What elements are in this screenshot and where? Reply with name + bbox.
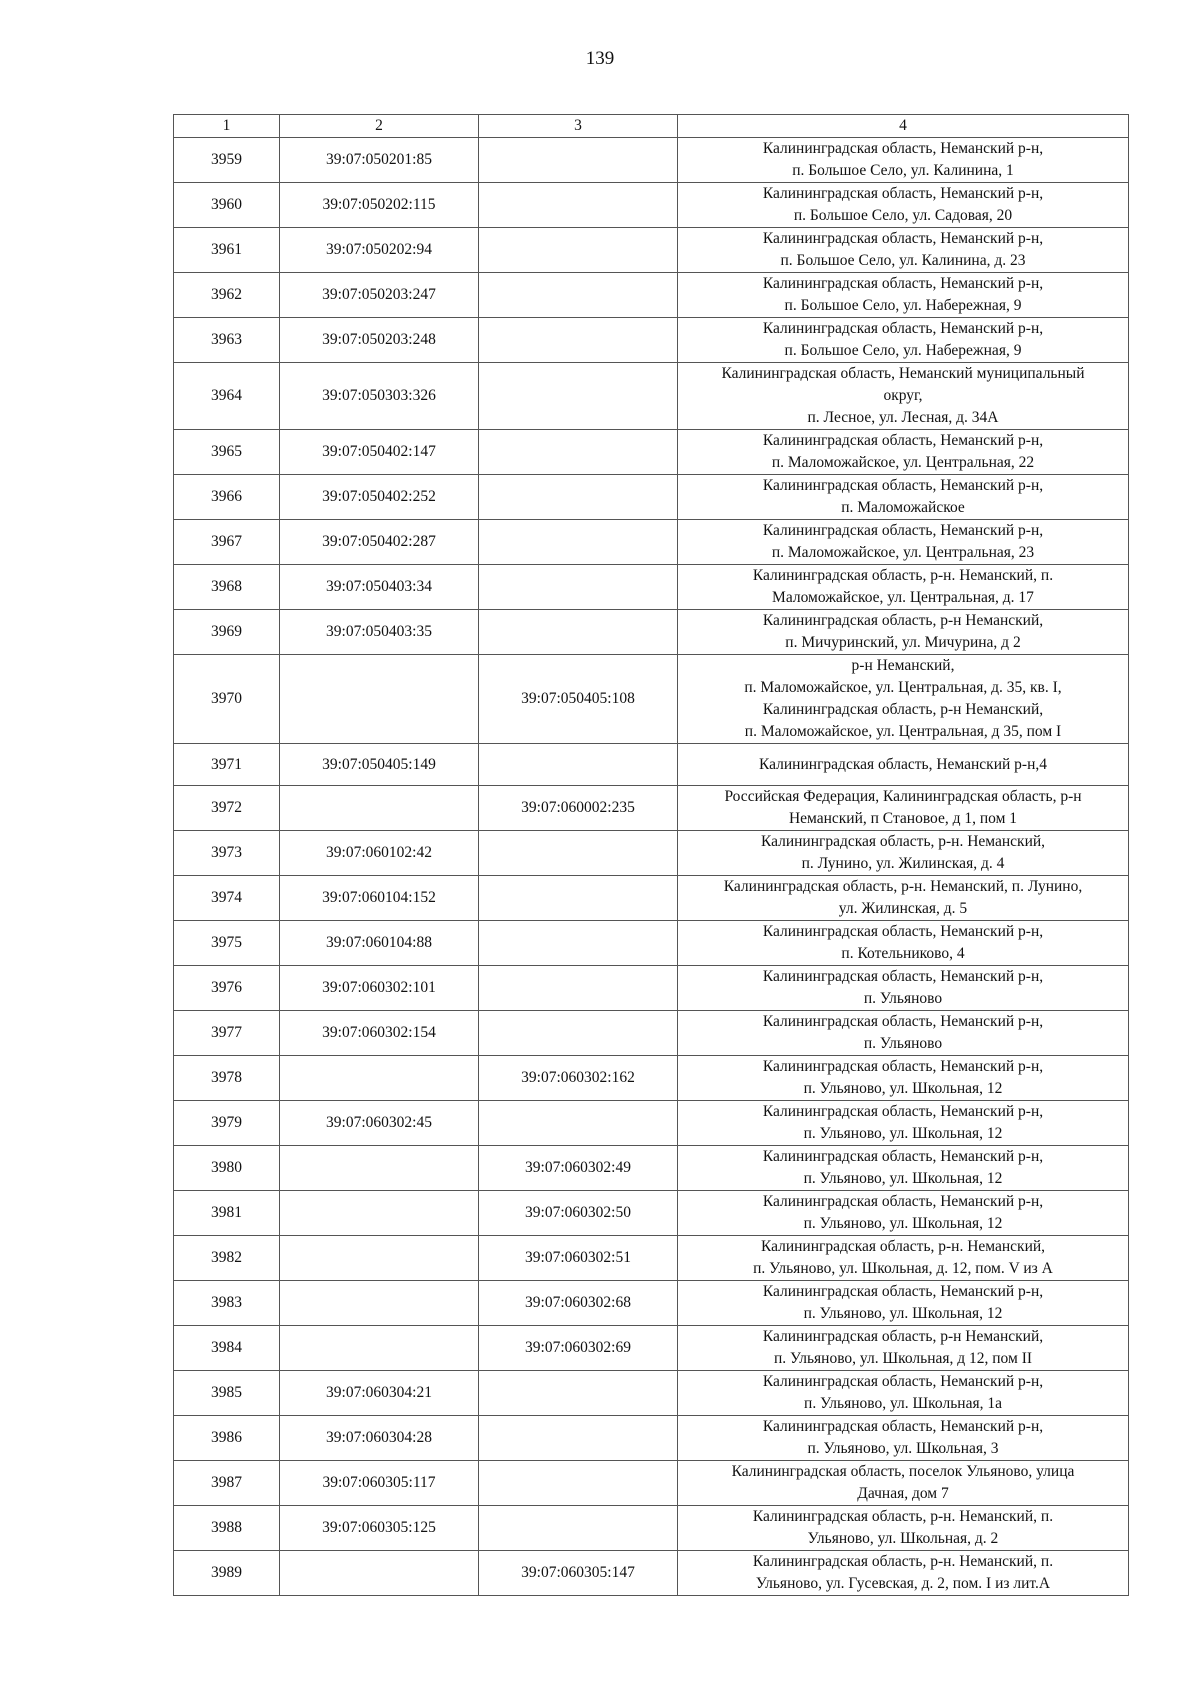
table-row	[174, 273, 1129, 318]
address-line: Неманский, п Становое, д 1, пом 1	[788, 810, 1018, 827]
table-row	[174, 876, 1129, 921]
address-line: Калининградская область, Неманский р-н,	[762, 140, 1044, 157]
cadastral-number-alt-cell	[479, 475, 678, 520]
header-col-2: 2	[280, 115, 479, 138]
address-cell	[678, 318, 1129, 363]
address-line: п. Большое Село, ул. Набережная, 9	[784, 342, 1022, 359]
cadastral-number-alt-cell	[479, 520, 678, 565]
address-cell	[678, 363, 1129, 430]
address-line: Ульяново, ул. Гусевская, д. 2, пом. I из лит.А	[755, 1575, 1051, 1592]
address-line: Калининградская область, р-н. Неманский, п.	[752, 567, 1054, 584]
address-cell	[678, 876, 1129, 921]
address-line: п. Большое Село, ул. Набережная, 9	[784, 297, 1022, 314]
address-cell	[678, 1326, 1129, 1371]
cadastral-number-cell: 39:07:050402:147	[280, 430, 479, 475]
address-cell	[678, 430, 1129, 475]
address-line: Калининградская область, р-н. Неманский, п.	[752, 1553, 1054, 1570]
cadastral-number-alt-cell	[479, 966, 678, 1011]
table-header-row	[174, 115, 1129, 138]
row-number-cell: 3962	[174, 273, 280, 318]
table-row	[174, 1281, 1129, 1326]
table-row	[174, 1191, 1129, 1236]
address-line: п. Ульяново, ул. Школьная, 3	[807, 1440, 999, 1457]
cadastral-number-alt-cell: 39:07:060305:147	[479, 1551, 678, 1596]
address-line: п. Ульяново, ул. Школьная, 12	[803, 1080, 1003, 1097]
row-number-cell: 3961	[174, 228, 280, 273]
address-cell	[678, 1191, 1129, 1236]
address-line: п. Мичуринский, ул. Мичурина, д 2	[785, 634, 1021, 651]
address-line: Калининградская область, Неманский р-н,	[762, 1148, 1044, 1165]
cadastral-number-alt-cell	[479, 921, 678, 966]
row-number-cell: 3976	[174, 966, 280, 1011]
address-line: Калининградская область, Неманский р-н,	[762, 230, 1044, 247]
address-line: Калининградская область, Неманский р-н,	[762, 432, 1044, 449]
header-col-4: 4	[678, 115, 1129, 138]
address-cell	[678, 1281, 1129, 1326]
address-cell	[678, 1461, 1129, 1506]
table-body	[174, 138, 1129, 1596]
cadastral-number-alt-cell	[479, 273, 678, 318]
page-number: 139	[585, 48, 615, 69]
table-row	[174, 363, 1129, 430]
table-row	[174, 1551, 1129, 1596]
cadastral-number-alt-cell	[479, 183, 678, 228]
address-line: Калининградская область, Неманский р-н,	[762, 1103, 1044, 1120]
address-line: Калининградская область, р-н. Неманский,	[760, 1238, 1046, 1255]
address-cell	[678, 786, 1129, 831]
cadastral-number-alt-cell: 39:07:060302:49	[479, 1146, 678, 1191]
row-number-cell: 3963	[174, 318, 280, 363]
address-line: Калининградская область, р-н. Неманский, п. Лунино,	[723, 878, 1083, 895]
address-cell	[678, 966, 1129, 1011]
row-number-cell: 3970	[174, 655, 280, 744]
row-number-cell: 3987	[174, 1461, 280, 1506]
cadastral-number-alt-cell: 39:07:060002:235	[479, 786, 678, 831]
row-number-cell: 3977	[174, 1011, 280, 1056]
address-line: Маломожайское, ул. Центральная, д. 17	[772, 589, 1034, 606]
address-line: Калининградская область, Неманский р-н,	[762, 477, 1044, 494]
cadastral-number-alt-cell: 39:07:060302:162	[479, 1056, 678, 1101]
cadastral-number-cell: 39:07:050202:115	[280, 183, 479, 228]
address-cell	[678, 228, 1129, 273]
cadastral-number-cell: 39:07:050303:326	[280, 363, 479, 430]
address-cell	[678, 1506, 1129, 1551]
address-cell	[678, 1146, 1129, 1191]
cadastral-number-alt-cell	[479, 363, 678, 430]
row-number-cell: 3984	[174, 1326, 280, 1371]
table-row	[174, 1416, 1129, 1461]
cadastral-number-cell	[280, 1146, 479, 1191]
row-number-cell: 3985	[174, 1371, 280, 1416]
row-number-cell: 3982	[174, 1236, 280, 1281]
row-number-cell: 3969	[174, 610, 280, 655]
address-line: Калининградская область, Неманский р-н,4	[759, 755, 1047, 773]
row-number-cell: 3960	[174, 183, 280, 228]
address-line: р-н Неманский,	[851, 657, 955, 674]
cadastral-number-cell	[280, 1056, 479, 1101]
table-row	[174, 1011, 1129, 1056]
table-row	[174, 1371, 1129, 1416]
table-row	[174, 1101, 1129, 1146]
row-number-cell: 3978	[174, 1056, 280, 1101]
address-line: Калининградская область, Неманский р-н,	[762, 1193, 1044, 1210]
table-row	[174, 655, 1129, 744]
cadastral-number-alt-cell: 39:07:060302:51	[479, 1236, 678, 1281]
row-number-cell: 3989	[174, 1551, 280, 1596]
address-line: Калининградская область, Неманский р-н,	[762, 923, 1044, 940]
address-cell	[678, 610, 1129, 655]
cadastral-number-alt-cell	[479, 318, 678, 363]
row-number-cell: 3983	[174, 1281, 280, 1326]
address-line: п. Ульяново, ул. Школьная, 1а	[804, 1395, 1002, 1412]
row-number-cell: 3964	[174, 363, 280, 430]
address-cell	[678, 138, 1129, 183]
table-row	[174, 1326, 1129, 1371]
row-number-cell: 3959	[174, 138, 280, 183]
cadastral-number-alt-cell	[479, 1371, 678, 1416]
cadastral-number-cell: 39:07:060302:45	[280, 1101, 479, 1146]
cadastral-number-alt-cell	[479, 138, 678, 183]
cadastral-number-cell: 39:07:060305:125	[280, 1506, 479, 1551]
address-cell	[678, 520, 1129, 565]
address-line: п. Ульяново, ул. Школьная, д. 12, пом. V из А	[753, 1260, 1053, 1277]
address-cell	[678, 1101, 1129, 1146]
address-cell	[678, 475, 1129, 520]
cadastral-number-cell: 39:07:050203:247	[280, 273, 479, 318]
table-row	[174, 921, 1129, 966]
address-line: Калининградская область, Неманский р-н,	[762, 320, 1044, 337]
address-line: п. Маломожайское, ул. Центральная, д. 35, кв. I,	[744, 679, 1062, 696]
row-number-cell: 3966	[174, 475, 280, 520]
table-row	[174, 565, 1129, 610]
address-line: п. Ульяново	[863, 1035, 943, 1052]
header-col-3: 3	[479, 115, 678, 138]
address-line: п. Котельниково, 4	[841, 945, 965, 962]
address-line: Калининградская область, Неманский р-н,	[762, 1283, 1044, 1300]
cadastral-number-alt-cell	[479, 744, 678, 786]
cadastral-number-cell: 39:07:050402:287	[280, 520, 479, 565]
table-row	[174, 966, 1129, 1011]
address-line: ул. Жилинская, д. 5	[838, 900, 968, 917]
table-row	[174, 744, 1129, 786]
address-line: Калининградская область, Неманский р-н,	[762, 1058, 1044, 1075]
cadastral-number-cell: 39:07:060104:88	[280, 921, 479, 966]
cadastral-number-alt-cell: 39:07:060302:69	[479, 1326, 678, 1371]
table-row	[174, 430, 1129, 475]
cadastral-number-cell: 39:07:060302:101	[280, 966, 479, 1011]
address-line: п. Большое Село, ул. Садовая, 20	[793, 207, 1013, 224]
table-row	[174, 786, 1129, 831]
cadastral-number-cell: 39:07:050202:94	[280, 228, 479, 273]
address-cell	[678, 1011, 1129, 1056]
table-row	[174, 138, 1129, 183]
address-line: Калининградская область, р-н. Неманский,	[760, 833, 1046, 850]
address-line: п. Ульяново, ул. Школьная, 12	[803, 1305, 1003, 1322]
cadastral-number-cell: 39:07:060304:28	[280, 1416, 479, 1461]
cadastral-number-cell: 39:07:060102:42	[280, 831, 479, 876]
address-line: Калининградская область, поселок Ульяново, улица	[731, 1463, 1075, 1480]
row-number-cell: 3972	[174, 786, 280, 831]
table-row	[174, 183, 1129, 228]
address-line: п. Ульяново, ул. Школьная, 12	[803, 1215, 1003, 1232]
cadastral-number-alt-cell	[479, 1461, 678, 1506]
row-number-cell: 3988	[174, 1506, 280, 1551]
cadastral-number-alt-cell	[479, 1101, 678, 1146]
address-line: Ульяново, ул. Школьная, д. 2	[807, 1530, 999, 1547]
row-number-cell: 3975	[174, 921, 280, 966]
cadastral-number-cell: 39:07:060104:152	[280, 876, 479, 921]
address-line: п. Большое Село, ул. Калинина, д. 23	[780, 252, 1026, 269]
address-cell	[678, 1416, 1129, 1461]
address-cell	[678, 744, 1129, 786]
address-line: Российская Федерация, Калининградская область, р-н	[724, 788, 1082, 805]
address-line: п. Маломожайское, ул. Центральная, 22	[771, 454, 1035, 471]
address-line: п. Большое Село, ул. Калинина, 1	[792, 162, 1014, 179]
cadastral-number-cell: 39:07:050402:252	[280, 475, 479, 520]
address-cell	[678, 565, 1129, 610]
table-row	[174, 610, 1129, 655]
address-line: Калининградская область, р-н Неманский,	[762, 701, 1044, 718]
address-line: п. Ульяново, ул. Школьная, д 12, пом II	[773, 1350, 1033, 1367]
address-cell	[678, 831, 1129, 876]
cadastral-number-cell: 39:07:060305:117	[280, 1461, 479, 1506]
row-number-cell: 3971	[174, 744, 280, 786]
address-line: п. Ульяново, ул. Школьная, 12	[803, 1170, 1003, 1187]
address-line: п. Ульяново, ул. Школьная, 12	[803, 1125, 1003, 1142]
table-row	[174, 1146, 1129, 1191]
table-row	[174, 520, 1129, 565]
address-line: Калининградская область, Неманский муниципальный	[721, 365, 1085, 382]
row-number-cell: 3979	[174, 1101, 280, 1146]
address-line: Калининградская область, Неманский р-н,	[762, 968, 1044, 985]
cadastral-number-alt-cell: 39:07:060302:50	[479, 1191, 678, 1236]
address-line: Калининградская область, Неманский р-н,	[762, 185, 1044, 202]
address-line: Калининградская область, Неманский р-н,	[762, 275, 1044, 292]
cadastral-number-cell: 39:07:050203:248	[280, 318, 479, 363]
cadastral-number-alt-cell	[479, 565, 678, 610]
cadastral-number-cell: 39:07:050403:35	[280, 610, 479, 655]
cadastral-number-cell	[280, 1236, 479, 1281]
address-line: Дачная, дом 7	[857, 1485, 949, 1502]
cadastral-number-cell	[280, 1551, 479, 1596]
address-line: Калининградская область, Неманский р-н,	[762, 1418, 1044, 1435]
address-cell	[678, 1056, 1129, 1101]
address-line: п. Лесное, ул. Лесная, д. 34А	[807, 409, 999, 426]
row-number-cell: 3986	[174, 1416, 280, 1461]
cadastral-number-cell: 39:07:060304:21	[280, 1371, 479, 1416]
cadastral-number-cell	[280, 786, 479, 831]
table-row	[174, 228, 1129, 273]
cadastral-number-cell	[280, 1191, 479, 1236]
table-row	[174, 1506, 1129, 1551]
cadastral-number-alt-cell	[479, 1011, 678, 1056]
table-row	[174, 1236, 1129, 1281]
address-line: Калининградская область, Неманский р-н,	[762, 1013, 1044, 1030]
cadastral-number-alt-cell	[479, 228, 678, 273]
address-line: п. Ульяново	[863, 990, 943, 1007]
cadastral-number-alt-cell	[479, 831, 678, 876]
address-cell	[678, 183, 1129, 228]
cadastral-number-cell	[280, 655, 479, 744]
cadastral-number-cell: 39:07:050201:85	[280, 138, 479, 183]
address-cell	[678, 921, 1129, 966]
table-row	[174, 1056, 1129, 1101]
cadastral-number-cell: 39:07:060302:154	[280, 1011, 479, 1056]
address-line: п. Лунино, ул. Жилинская, д. 4	[801, 855, 1005, 872]
address-cell	[678, 1236, 1129, 1281]
cadastral-number-alt-cell: 39:07:060302:68	[479, 1281, 678, 1326]
address-cell	[678, 1371, 1129, 1416]
address-line: округ,	[883, 387, 923, 404]
cadastral-number-alt-cell	[479, 430, 678, 475]
registry-table	[173, 114, 1129, 1596]
cadastral-number-alt-cell: 39:07:050405:108	[479, 655, 678, 744]
cadastral-number-cell: 39:07:050405:149	[280, 744, 479, 786]
table-row	[174, 831, 1129, 876]
row-number-cell: 3973	[174, 831, 280, 876]
address-line: Калининградская область, р-н. Неманский, п.	[752, 1508, 1054, 1525]
row-number-cell: 3965	[174, 430, 280, 475]
row-number-cell: 3967	[174, 520, 280, 565]
address-line: п. Маломожайское	[841, 499, 965, 516]
row-number-cell: 3981	[174, 1191, 280, 1236]
cadastral-number-cell	[280, 1281, 479, 1326]
row-number-cell: 3974	[174, 876, 280, 921]
table-row	[174, 318, 1129, 363]
address-cell	[678, 655, 1129, 744]
header-col-1: 1	[174, 115, 280, 138]
row-number-cell: 3968	[174, 565, 280, 610]
cadastral-number-alt-cell	[479, 610, 678, 655]
address-line: Калининградская область, р-н Неманский,	[762, 1328, 1044, 1345]
address-line: Калининградская область, Неманский р-н,	[762, 522, 1044, 539]
cadastral-number-cell	[280, 1326, 479, 1371]
address-line: Калининградская область, Неманский р-н,	[762, 1373, 1044, 1390]
row-number-cell: 3980	[174, 1146, 280, 1191]
table-row	[174, 475, 1129, 520]
table-row	[174, 1461, 1129, 1506]
cadastral-number-alt-cell	[479, 1506, 678, 1551]
address-line: п. Маломожайское, ул. Центральная, 23	[771, 544, 1035, 561]
address-cell	[678, 273, 1129, 318]
address-cell	[678, 1551, 1129, 1596]
address-line: Калининградская область, р-н Неманский,	[762, 612, 1044, 629]
cadastral-number-cell: 39:07:050403:34	[280, 565, 479, 610]
cadastral-number-alt-cell	[479, 876, 678, 921]
address-line: п. Маломожайское, ул. Центральная, д 35, пом I	[744, 723, 1062, 740]
cadastral-number-alt-cell	[479, 1416, 678, 1461]
